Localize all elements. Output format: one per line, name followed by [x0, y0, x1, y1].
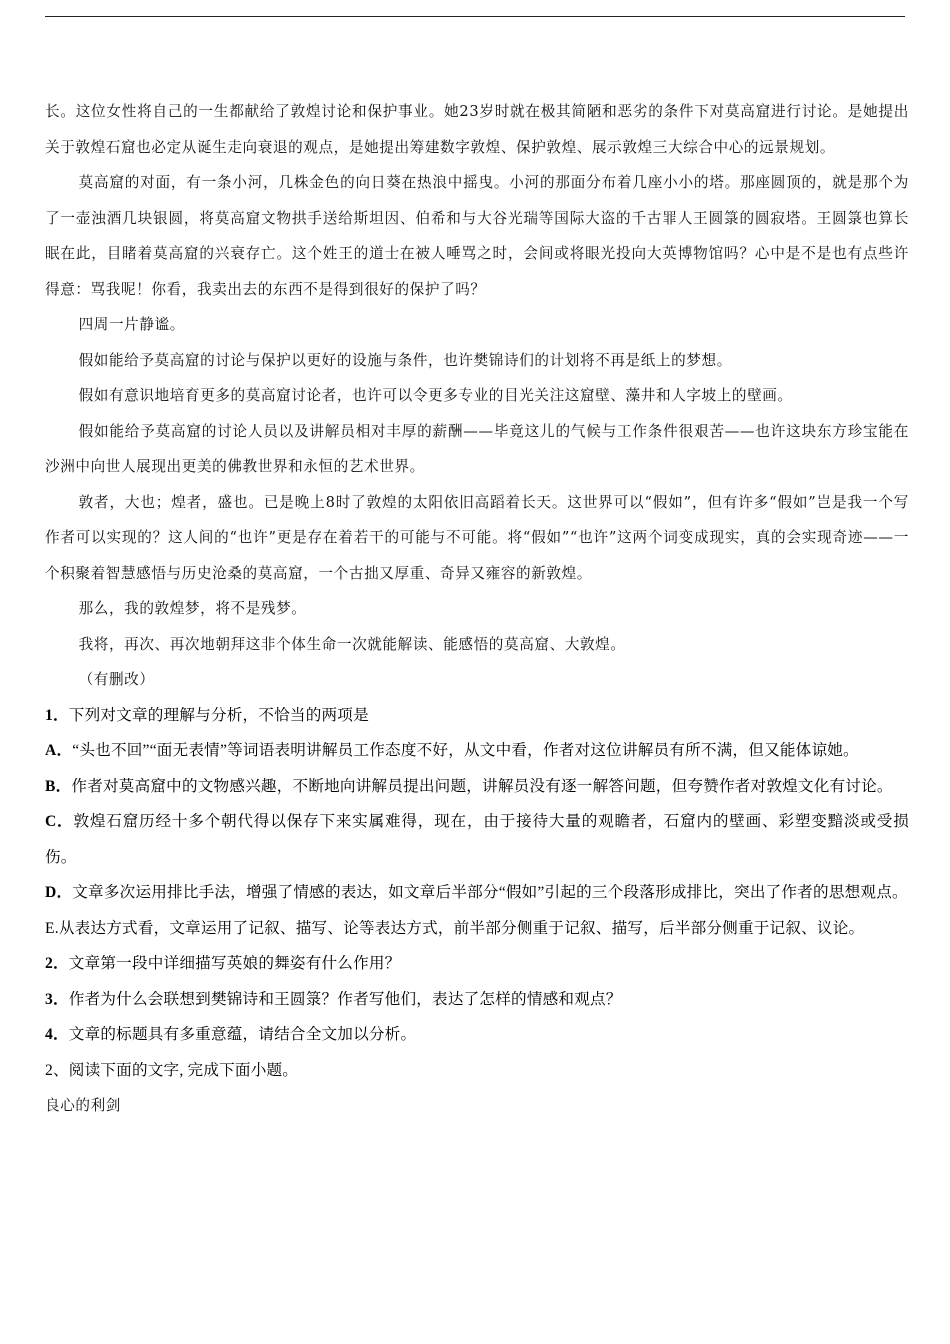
option-d	[45, 875, 909, 911]
option-text: 敦煌石窟历经十多个朝代得以保存下来实属难得，现在，由于接待大量的观瞻者，石窟内的壁画、彩塑变黯淡或受损伤。	[45, 813, 909, 866]
option-label: A．	[45, 742, 73, 759]
next-passage-title: 良心的利剑	[45, 1097, 121, 1114]
question-number: 3．	[45, 990, 69, 1008]
question-text: 文章的标题具有多重意蕴，请结合全文加以分析。	[68, 1026, 417, 1043]
passage-paragraph: 假如能给予莫高窟的讨论人员以及讲解员相对丰厚的薪酬——毕竟这儿的气候与工作条件很艰苦——也许这块东方珍宝能在沙洲中向世人展现出更美的佛教世界和永恒的艺术世界。	[45, 422, 909, 475]
question-number: 2．	[45, 955, 69, 972]
passage-paragraph: 四周一片静谧。	[78, 316, 185, 333]
option-b	[45, 769, 909, 805]
header-rule	[45, 16, 905, 17]
question-3	[45, 982, 909, 1018]
question-text: 下列对文章的理解与分析，不恰当的两项是	[68, 706, 369, 724]
option-text: 作者对莫高窟中的文物感兴趣，不断地向讲解员提出问题，讲解员没有逐一解答问题，但夸赞作者对敦煌文化有讨论。	[71, 777, 893, 795]
option-text: “头也不回”“面无表情”等词语表明讲解员工作态度不好，从文中看，作者对这位讲解员有所不满，但又能体谅她。	[72, 742, 859, 759]
option-label: D．	[45, 884, 73, 901]
option-a	[45, 733, 909, 769]
question-text: 作者为什么会联想到樊锦诗和王圆箓？作者写他们，表达了怎样的情感和观点？	[68, 990, 622, 1008]
passage-paragraph: 那么，我的敦煌梦，将不是残梦。	[78, 600, 307, 617]
question-text: 文章第一段中详细描写英娘的舞姿有什么作用？	[68, 955, 401, 972]
passage-paragraph: 假如能给予莫高窟的讨论与保护以更好的设施与条件，也许樊锦诗们的计划将不再是纸上的梦想。	[78, 351, 732, 369]
option-e: E.从表达方式看，文章运用了记叙、描写、论等表达方式，前半部分侧重于记叙、描写，后半部分侧重于记叙、议论。	[45, 919, 865, 937]
question-1	[45, 698, 909, 734]
document-body	[45, 94, 909, 1124]
passage-paragraph: 我将，再次、再次地朝拜这非个体生命一次就能解读、能感悟的莫高窟、大敦煌。	[78, 635, 626, 653]
passage-paragraph: 长。这位女性将自己的一生都献给了敦煌讨论和保护事业。她23岁时就在极其简陋和恶劣的条件下对莫高窟进行讨论。是她提出关于敦煌石窟也必定从诞生走向衰退的观点，是她提出筹建数字敦煌、保护敦煌、展示敦煌三大综合中心的远景规划。	[45, 103, 909, 156]
section-heading: 2、阅读下面的文字, 完成下面小题。	[45, 1061, 299, 1079]
option-label: C．	[45, 813, 74, 830]
question-2	[45, 946, 909, 982]
passage-paragraph: 莫高窟的对面，有一条小河，几株金色的向日葵在热浪中摇曳。小河的那面分布着几座小小的塔。那座圆顶的，就是那个为了一壶浊酒几块银圆，将莫高窟文物拱手送给斯坦因、伯希和与大谷光瑞等国际大盗的千古罪人王圆箓的圆寂塔。王圆箓也算长眠在此，目睹着莫高窟的兴衰存亡。这个姓王的道士在被人唾骂之时，会间或将眼光投向大英博物馆吗？心中是不是也有点些许得意：骂我呢！你看，我卖出去的东西不是得到很好的保护了吗？	[45, 174, 909, 298]
option-text: 文章多次运用排比手法，增强了情感的表达，如文章后半部分“假如”引起的三个段落形成排比，突出了作者的思想观点。	[72, 884, 908, 901]
passage-paragraph: 假如有意识地培育更多的莫高窟讨论者，也许可以令更多专业的目光关注这窟壁、藻井和人字坡上的壁画。	[78, 387, 793, 404]
question-4	[45, 1017, 909, 1053]
question-number: 4．	[45, 1026, 69, 1043]
option-c	[45, 804, 909, 875]
question-number: 1．	[45, 706, 69, 724]
source-note: （有删改）	[78, 671, 155, 688]
option-label: B．	[45, 777, 72, 795]
passage-paragraph: 敦者，大也；煌者，盛也。已是晚上8时了敦煌的太阳依旧高蹈着长天。这世界可以“假如”，但有许多“假如”岂是我一个写作者可以实现的？这人间的“也许”更是存在着若干的可能与不可能。将“假如”“也许”这两个词变成现实，真的会实现奇迹——一个积聚着智慧感悟与历史沧桑的莫高窟，一个古拙又厚重、奇异又雍容的新敦煌。	[45, 493, 909, 582]
